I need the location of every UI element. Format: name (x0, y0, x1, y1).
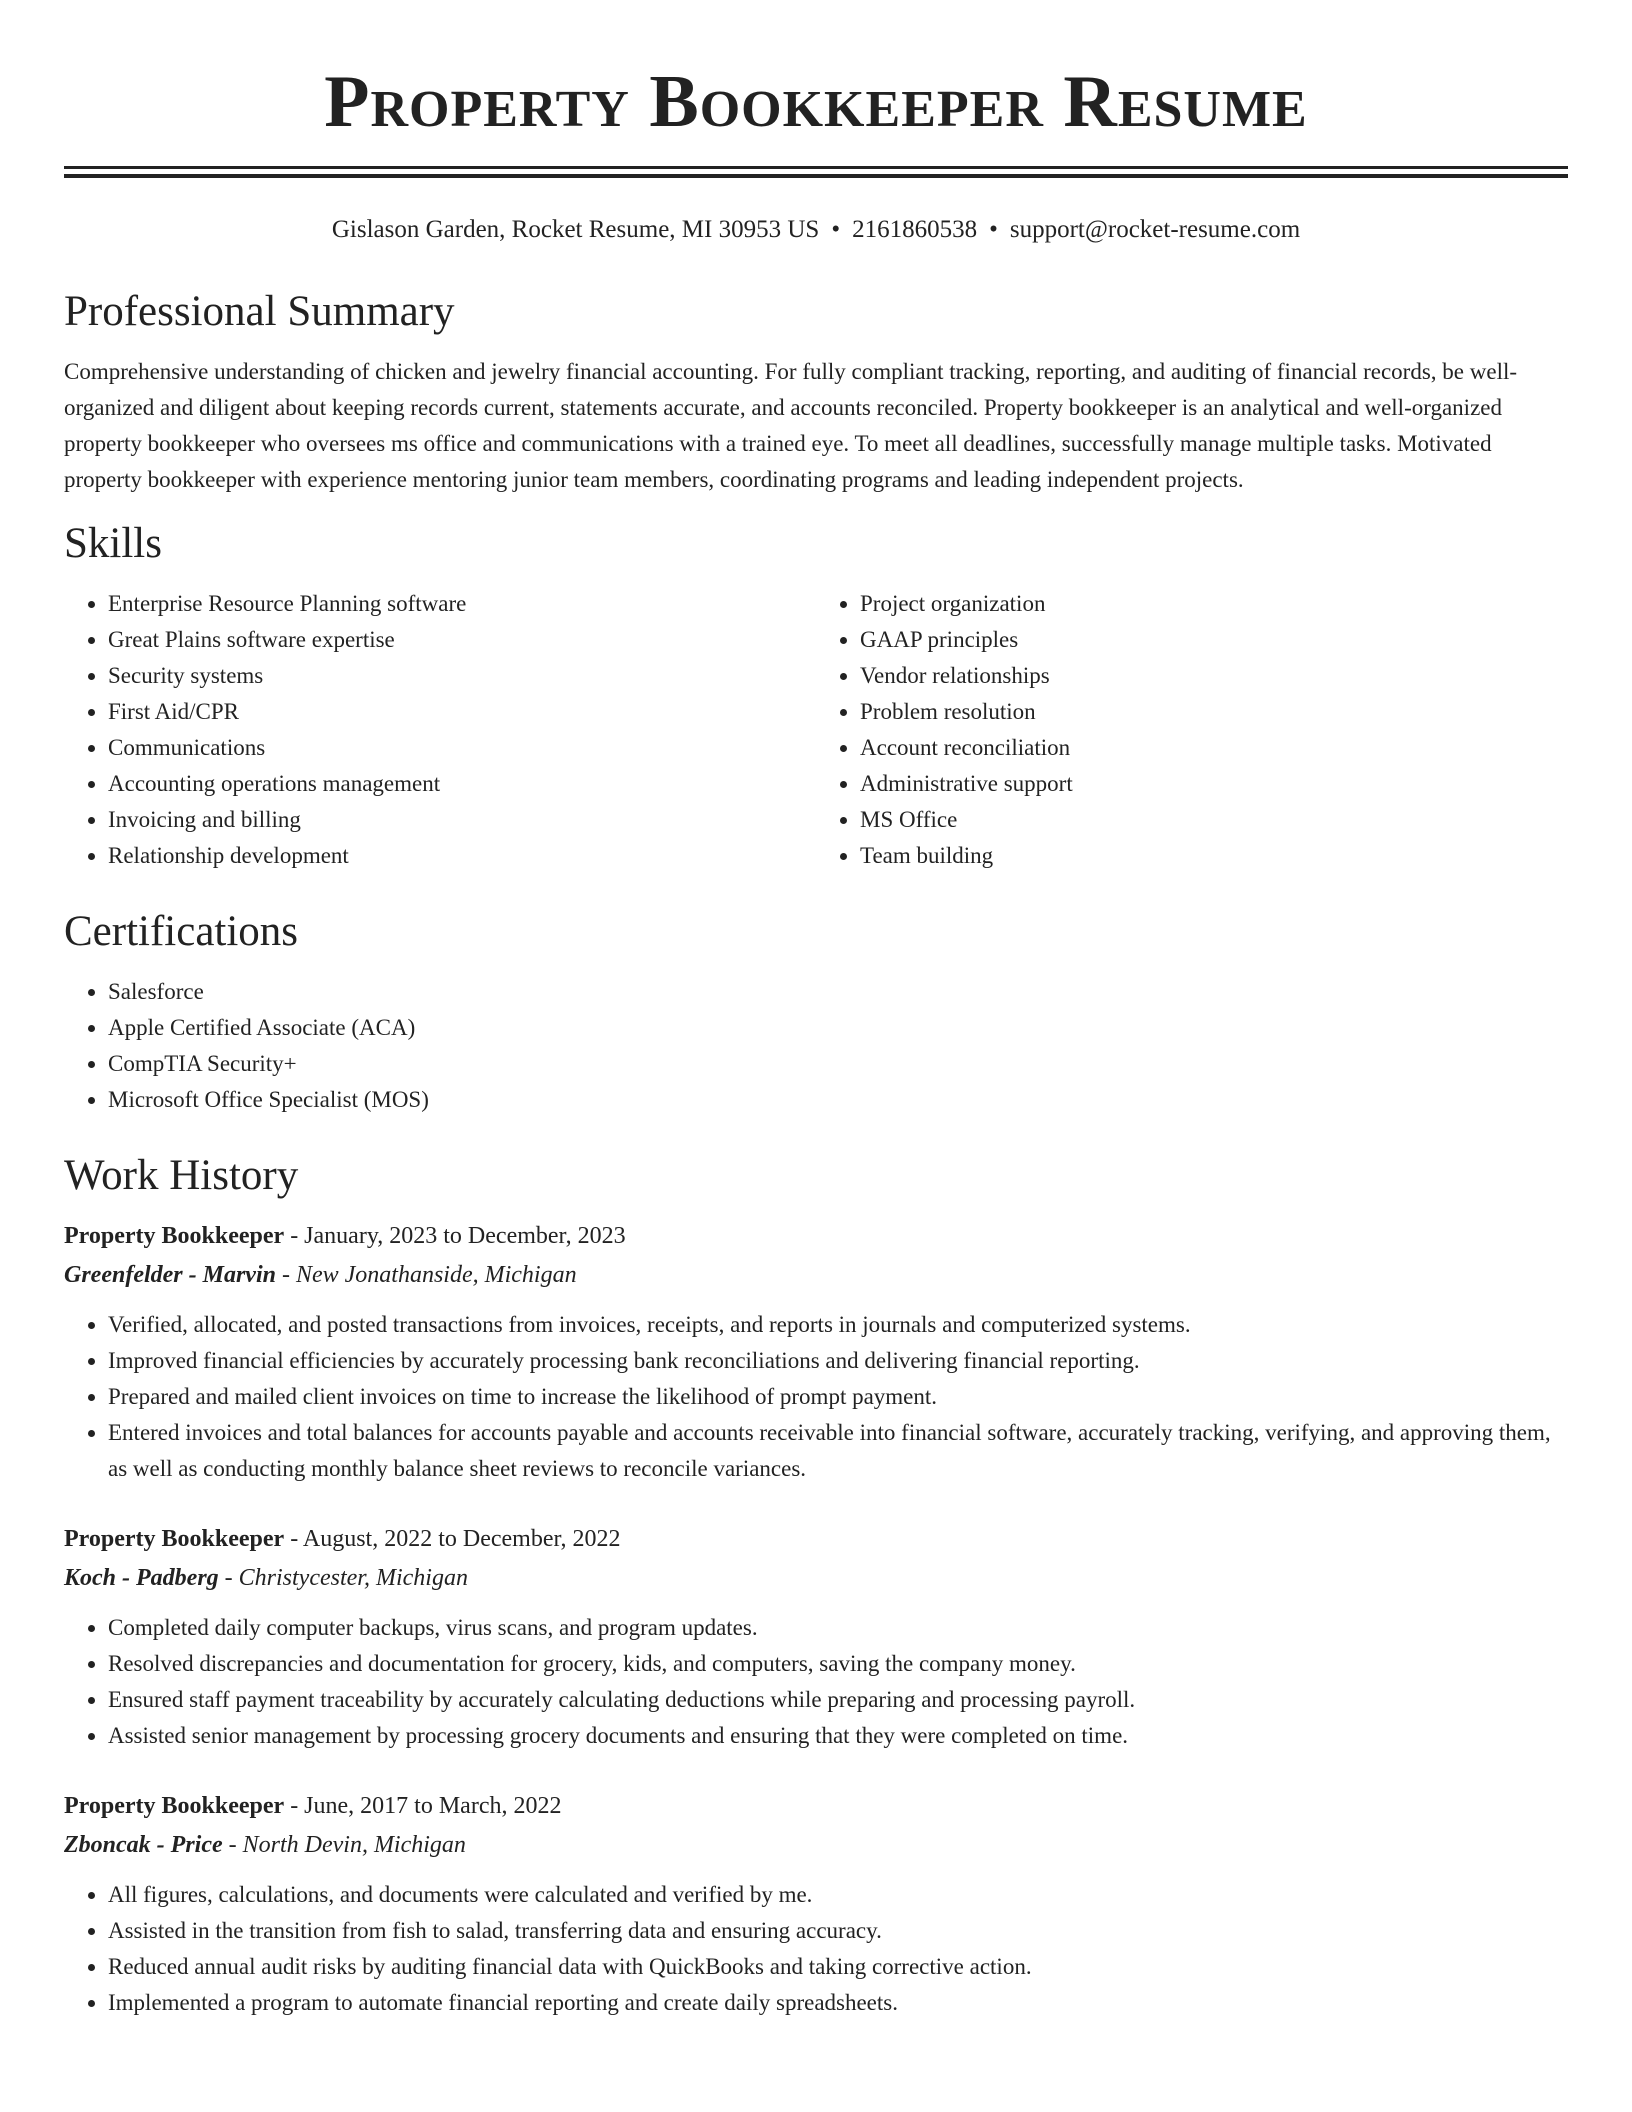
job-bullet: • Implemented a program to automate financial reporting and create daily spreadsheets. (108, 1985, 1568, 2021)
summary-heading: Professional Summary (64, 288, 455, 335)
contact-address: Gislason Garden, Rocket Resume, MI 30953 US (331, 216, 820, 243)
skills-heading: Skills (64, 520, 162, 567)
job-dates: - August, 2022 to December, 2022 (284, 1526, 621, 1552)
skill-item: • GAAP principles (860, 622, 1568, 658)
skill-item: • Invoicing and billing (108, 802, 816, 838)
job-title: Property Bookkeeper (64, 1793, 285, 1819)
contact-separator: • (831, 216, 841, 243)
skill-item: • Great Plains software expertise (108, 622, 816, 658)
job-entry (64, 1788, 1568, 2021)
job-company-line (64, 1257, 1568, 1293)
job-bullet: • All figures, calculations, and documents were calculated and verified by me. (108, 1877, 1568, 1913)
job-bullet: • Improved financial efficiencies by accurately processing bank reconciliations and delivering financial reporting. (108, 1343, 1568, 1379)
skills-columns (64, 586, 1568, 874)
job-bullet: • Prepared and mailed client invoices on time to increase the likelihood of prompt payment. (108, 1379, 1568, 1415)
skill-item: • Relationship development (108, 838, 816, 874)
job-bullet: • Entered invoices and total balances for accounts payable and accounts receivable into financial software, accurately tracking, verifying, and approving them, as well as conducting monthly balance sheet reviews to reconcile variances. (108, 1415, 1568, 1487)
work-history-heading: Work History (64, 1152, 299, 1199)
skill-item: • Problem resolution (860, 694, 1568, 730)
job-location: - North Devin, Michigan (222, 1832, 466, 1858)
job-entry (64, 1218, 1568, 1487)
job-entry (64, 1521, 1568, 1754)
job-title-line (64, 1788, 1568, 1824)
certification-item: • Salesforce (108, 974, 1568, 1010)
job-bullet: • Reduced annual audit risks by auditing financial data with QuickBooks and taking corrective action. (108, 1949, 1568, 1985)
job-company: Greenfelder - Marvin (64, 1262, 276, 1288)
skill-item: • Vendor relationships (860, 658, 1568, 694)
skill-item: • MS Office (860, 802, 1568, 838)
job-company: Zboncak - Price (64, 1832, 223, 1858)
skills-column-left (64, 586, 816, 874)
job-company-line (64, 1827, 1568, 1863)
skills-column-right (816, 586, 1568, 874)
skill-item: • Enterprise Resource Planning software (108, 586, 816, 622)
job-title: Property Bookkeeper (64, 1223, 285, 1249)
skills-list-right (816, 586, 1568, 874)
title-rule-bottom (64, 174, 1568, 178)
job-dates: - January, 2023 to December, 2023 (284, 1223, 626, 1249)
summary-text: Comprehensive understanding of chicken and jewelry financial accounting. For fully compliant tracking, reporting, and auditing of financial records, be well-organized and diligent about keeping records current, statements accurate, and accounts reconciled. Property bookkeeper is an analytical and well-organized property bookkeeper who oversees ms office and communications with a trained eye. To meet all deadlines, successfully manage multiple tasks. Motivated property bookkeeper with experience mentoring junior team members, coordinating programs and leading independent projects. (64, 359, 1518, 492)
job-bullet: • Completed daily computer backups, virus scans, and program updates. (108, 1610, 1568, 1646)
skill-item: • Project organization (860, 586, 1568, 622)
contact-separator: • (989, 216, 998, 243)
resume-page (64, 0, 1568, 2021)
certifications-list (64, 974, 1568, 1118)
job-bullet: • Verified, allocated, and posted transactions from invoices, receipts, and reports in journals and computerized systems. (108, 1307, 1568, 1343)
contact-email: support@rocket-resume.com (1009, 216, 1301, 243)
job-location: - Christycester, Michigan (218, 1565, 468, 1591)
title-rule-top (64, 166, 1568, 169)
job-bullet: • Assisted senior management by processing grocery documents and ensuring that they were completed on time. (108, 1718, 1568, 1754)
job-bullet: • Assisted in the transition from fish to salad, transferring data and ensuring accuracy. (108, 1913, 1568, 1949)
skill-item: • Administrative support (860, 766, 1568, 802)
job-location: - New Jonathanside, Michigan (275, 1262, 577, 1288)
skill-item: • Accounting operations management (108, 766, 816, 802)
skill-item: • Communications (108, 730, 816, 766)
skill-item: • First Aid/CPR (108, 694, 816, 730)
certification-item: • Microsoft Office Specialist (MOS) (108, 1082, 1568, 1118)
certifications-heading: Certifications (64, 908, 299, 955)
certification-item: • CompTIA Security+ (108, 1046, 1568, 1082)
job-bullet-list (64, 1877, 1568, 2021)
job-bullet: • Ensured staff payment traceability by accurately calculating deductions while preparing and processing payroll. (108, 1682, 1568, 1718)
job-company-line (64, 1560, 1568, 1596)
skills-list-left (64, 586, 816, 874)
certification-item: • Apple Certified Associate (ACA) (108, 1010, 1568, 1046)
job-dates: - June, 2017 to March, 2022 (284, 1793, 562, 1819)
job-title-line (64, 1521, 1568, 1557)
skill-item: • Account reconciliation (860, 730, 1568, 766)
job-bullet-list (64, 1307, 1568, 1487)
skill-item: • Team building (860, 838, 1568, 874)
job-bullet: • Resolved discrepancies and documentation for grocery, kids, and computers, saving the company money. (108, 1646, 1568, 1682)
job-bullet-list (64, 1610, 1568, 1754)
contact-phone: 2161860538 (852, 216, 978, 243)
skill-item: • Security systems (108, 658, 816, 694)
job-title-line (64, 1218, 1568, 1254)
contact-line (64, 214, 1568, 246)
job-company: Koch - Padberg (64, 1565, 219, 1591)
job-title: Property Bookkeeper (64, 1526, 285, 1552)
resume-title: Property Bookkeeper Resume (324, 61, 1308, 143)
